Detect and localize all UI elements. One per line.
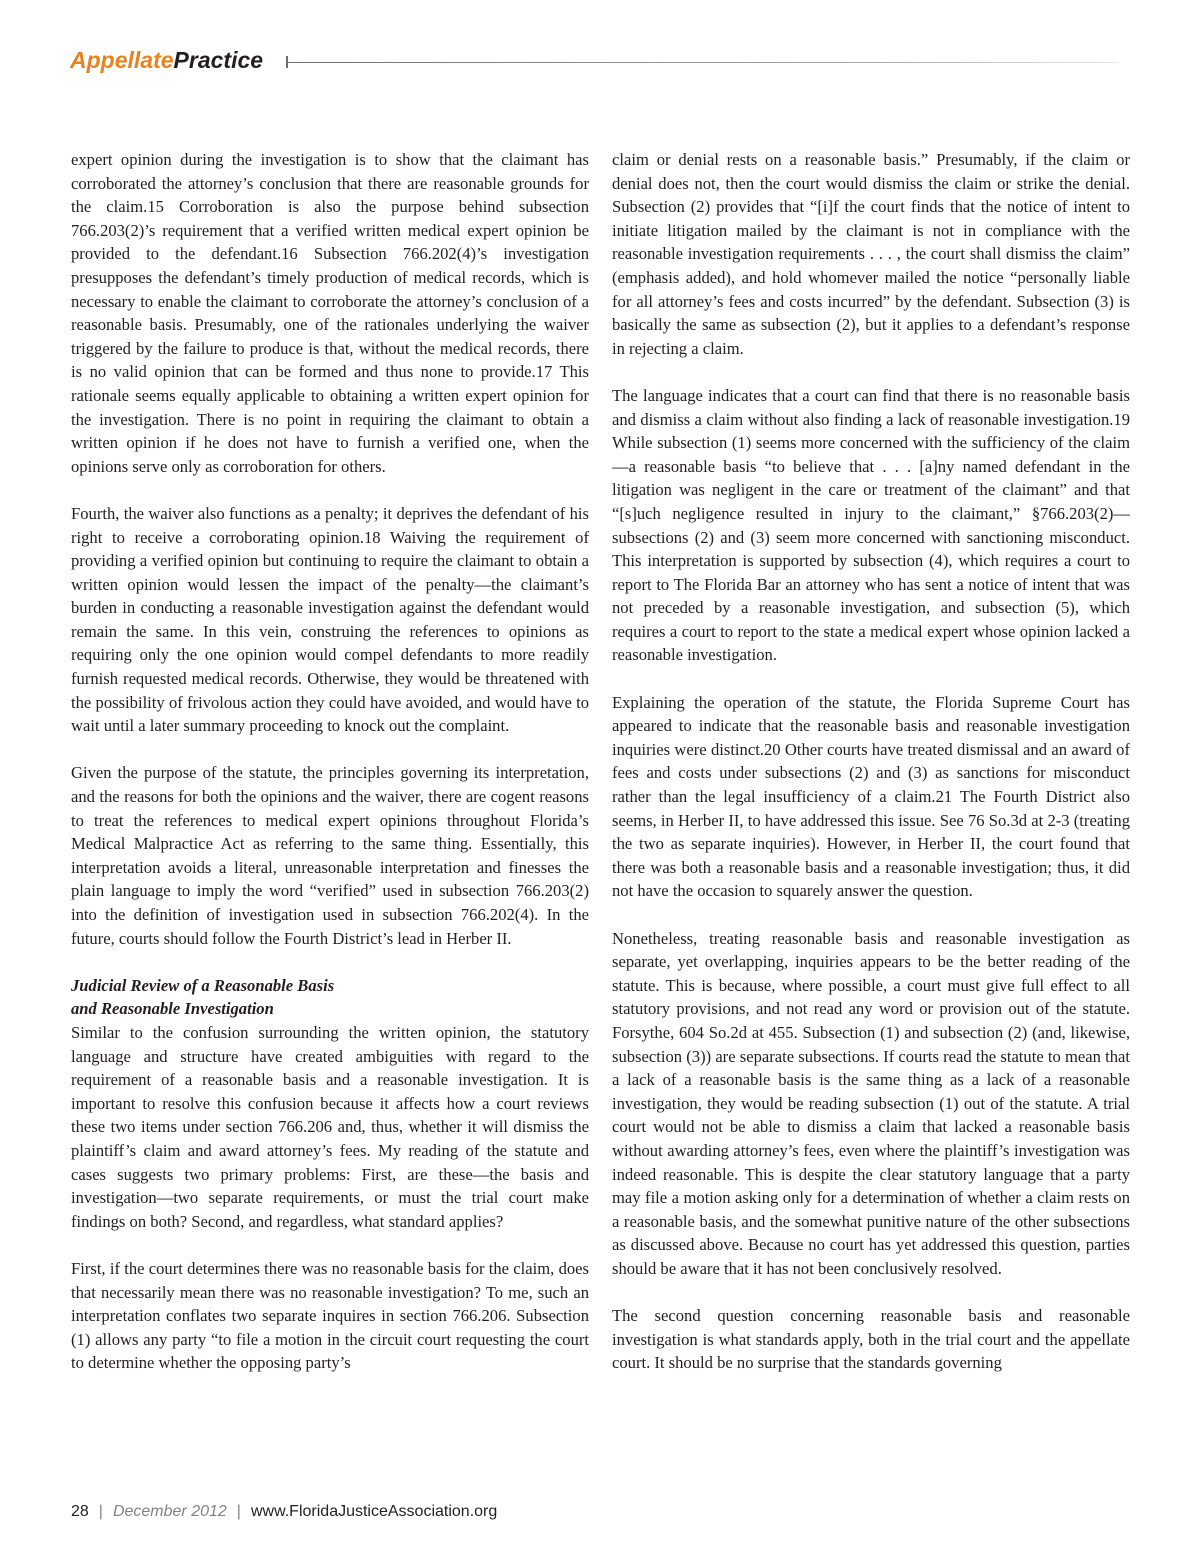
header-rule (288, 62, 1118, 63)
brand-part-appellate: Appellate (70, 47, 174, 73)
page-number: 28 (71, 1503, 89, 1520)
section-brand (70, 46, 263, 74)
left-paragraph-4: Similar to the confusion surrounding the written opinion, the statutory language and structure have created ambiguities with regard to the requirement of a reasonable basis and a reasonable investigation. It is important to resolve this confusion because it affects how a court reviews these two items under section 766.206 and, thus, whether it will dismiss the plaintiff’s claim and award attorney’s fees. My reading of the statute and cases suggests two primary problems: First, are these—the basis and investigation—two separate requirements, or must the trial court make findings on both? Second, and regardless, what standard applies? (71, 1022, 589, 1231)
page-footer (71, 1500, 497, 1524)
left-column (71, 148, 589, 1375)
right-paragraph-3: Explaining the operation of the statute, the Florida Supreme Court has appeared to indicate that the reasonable basis and reasonable investigation inquiries were distinct.20 Other courts have treated dismissal and an award of fees and costs under subsections (2) and (3) as sanctions for misconduct rather than the legal insufficiency of a claim.21 The Fourth District also seems, in Herber II, to have addressed this issue. See 76 So.3d at 2-3 (treating the two as separate inquiries). However, in Herber II, the court found that there was both a reasonable basis and a reasonable investigation; thus, it did not have the occasion to squarely answer the question. (612, 692, 1130, 901)
footer-separator-1: | (98, 1503, 103, 1520)
issue-date: December 2012 (112, 1503, 227, 1520)
left-paragraph-1: expert opinion during the investigation is to show that the claimant has corroborated the attorney’s conclusion that there are reasonable grounds for the claim.15 Corroboration is also the purpose behind subsection 766.203(2)’s requirement that a verified written medical expert opinion be provided to the defendant.16 Subsection 766.202(4)’s investigation presupposes the defendant’s timely production of medical records, which is necessary to enable the claimant to corroborate the attorney’s conclusion of a reasonable basis. Presumably, one of the rationales underlying the waiver triggered by the failure to produce is that, without the medical records, there is no valid opinion that can be formed and thus none to provide.17 This rationale seems equally applicable to obtaining a written expert opinion for the investigation. There is no point in requiring the claimant to obtain a written opinion if he does not have to furnish a verified one, when the opinions serve only as corroboration for others. (71, 150, 589, 476)
right-paragraph-1: claim or denial rests on a reasonable basis.” Presumably, if the claim or denial does not, then the court would dismiss the claim or strike the denial. Subsection (2) provides that “[i]f the court finds that the notice of intent to initiate litigation mailed by the claimant is not in compliance with the reasonable investigation requirements . . . , the court shall dismiss the claim” (emphasis added), and hold whomever mailed the notice “personally liable for all attorney’s fees and costs incurred” by the defendant. Subsection (3) is basically the same as subsection (2), but it applies to a defendant’s response in rejecting a claim. (612, 150, 1130, 358)
left-paragraph-5: First, if the court determines there was no reasonable basis for the claim, does that necessarily mean there was no reasonable investigation? To me, such an interpretation conflates two separate inquires in section 766.206. Subsection (1) allows any party “to file a motion in the circuit court requesting the court to determine whether the opposing party’s (71, 1258, 589, 1373)
right-paragraph-2: The language indicates that a court can find that there is no reasonable basis and dismiss a claim without also finding a lack of reasonable investigation.19 While subsection (1) seems more concerned with the sufficiency of the claim—a reasonable basis “to believe that . . . [a]ny named defendant in the litigation was negligent in the care or treatment of the claimant” and that “[s]uch negligence resulted in injury to the claimant,” §766.203(2)—subsections (2) and (3) seem more concerned with sanctioning misconduct. This interpretation is supported by subsection (4), which requires a court to report to The Florida Bar an attorney who has sent a notice of intent that was not preceded by a reasonable investigation, and subsection (5), which requires a court to report to the state a medical expert whose opinion lacked a reasonable investigation. (612, 385, 1130, 665)
footer-separator-2: | (236, 1503, 241, 1520)
right-paragraph-5: The second question concerning reasonable basis and reasonable investigation is what standards apply, both in the trial court and the appellate court. It should be no surprise that the standards governing (612, 1306, 1130, 1373)
right-paragraph-4: Nonetheless, treating reasonable basis and reasonable investigation as separate, yet overlapping, inquiries appears to be the better reading of the statute. This is because, where possible, a court must give full effect to all statutory provisions, and not read any word or provision out of the statute. Forsythe, 604 So.2d at 455. Subsection (1) and subsection (2) (and, likewise, subsection (3)) are separate subsections. If courts read the statute to mean that a lack of a reasonable basis is the same thing as a lack of a reasonable investigation, they would be reading subsection (1) out of the statute. A trial court would not be able to dismiss a claim that lacked a reasonable basis without awarding attorney’s fees, even where the plaintiff’s investigation was indeed reasonable. This is despite the clear statutory language that a party may file a motion asking only for a determination of whether a claim rests on a reasonable basis, and the somewhat punitive nature of the other subsections as discussed above. Because no court has yet addressed this question, parties should be aware that it has not been conclusively resolved. (612, 928, 1130, 1278)
section-heading-line-1: Judicial Review of a Reasonable Basis (71, 975, 335, 995)
brand-part-practice: Practice (173, 47, 264, 73)
left-paragraph-3: Given the purpose of the statute, the principles governing its interpretation, and the reasons for both the opinions and the waiver, there are cogent reasons to treat the references to medical expert opinions throughout Florida’s Medical Malpractice Act as referring to the same thing. Essentially, this interpretation avoids a literal, unreasonable interpretation and finesses the plain language to imply the word “verified” used in subsection 766.203(2) into the definition of investigation used in subsection 766.202(4). In the future, courts should follow the Fourth District’s lead in Herber II. (71, 763, 589, 948)
page-header (70, 46, 1120, 76)
right-column (612, 148, 1130, 1375)
section-heading-line-2: and Reasonable Investigation (71, 999, 274, 1019)
left-paragraph-2: Fourth, the waiver also functions as a penalty; it deprives the defendant of his right to receive a corroborating opinion.18 Waiving the requirement of providing a verified opinion but continuing to require the claimant to obtain a written opinion would lessen the impact of the penalty—the claimant’s burden in conducting a reasonable investigation against the defendant would remain the same. In this vein, construing the references to opinions as requiring only the one opinion would compel defendants to more readily furnish requested medical records. Otherwise, they would be threatened with the possibility of frivolous action they could have avoided, and would have to wait until a later summary proceeding to knock out the complaint. (71, 503, 589, 736)
website-link[interactable]: www.FloridaJusticeAssociation.org (250, 1503, 498, 1520)
